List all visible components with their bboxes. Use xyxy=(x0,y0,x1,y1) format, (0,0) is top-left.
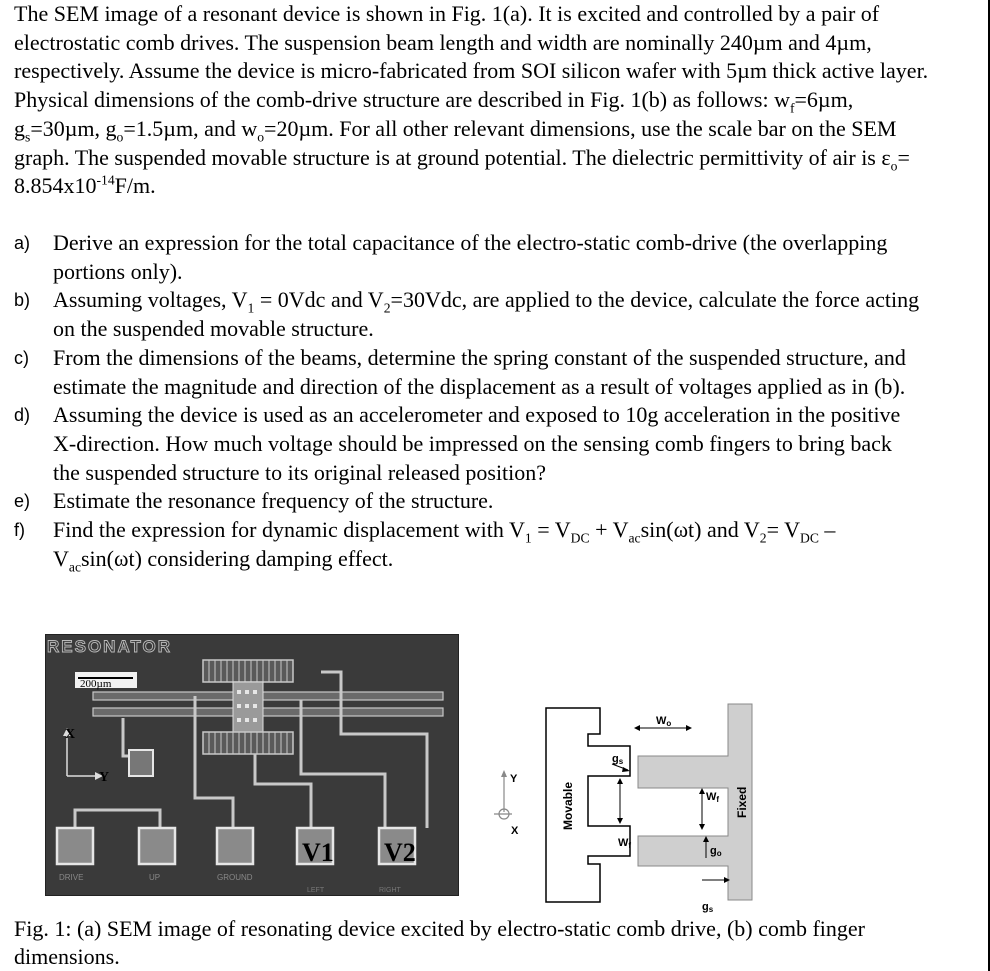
pad-label-left: LEFT xyxy=(307,887,325,894)
question-b: b) Assuming voltages, $V_1 = 0Vdc$ and $V_2=30Vdc$, are applied to the device, calculate the force acting on the suspended movable structure. xyxy=(14,287,920,342)
scale-bar-label: 200µm xyxy=(80,678,112,690)
dim-label-gs-top: gs xyxy=(612,753,624,766)
pad-label-drive: DRIVE xyxy=(59,873,84,882)
dim-wo: 20µm xyxy=(276,115,329,141)
problem-intro xyxy=(14,0,934,201)
sem-axis-x: X xyxy=(65,727,76,742)
dim-label-wo: Wo xyxy=(656,715,672,728)
question-a: a) Derive an expression for the total capacitance of the electro-static comb-drive (the overlapping portions only). xyxy=(14,230,888,284)
question-c: c) From the dimensions of the beams, determine the spring constant of the suspended structure, and estimate the magnitude and direction of the displacement as a result of voltages applied as in (b). xyxy=(14,344,906,399)
question-f: f) Find the expression for dynamic displacement with $V_1 = V_{DC} + V_{ac}\sin(\omega t)$ and $V_2= V_{DC} - V_{ac}\sin(\omega t)$ considering damping effect. xyxy=(14,517,836,575)
sem-image xyxy=(45,634,459,896)
dim-wf: 6µm xyxy=(806,87,848,113)
diagram-axis-y: Y xyxy=(510,773,518,785)
question-d: d) Assuming the device is used as an accelerometer and exposed to 10g acceleration in the positive X-direction. How much voltage should be impressed on the sensing comb fingers to bring back the suspended structure to its original released position? xyxy=(14,402,901,485)
fixed-label: Fixed xyxy=(735,786,749,818)
dim-label-go: go xyxy=(710,845,722,858)
question-list xyxy=(14,229,924,573)
label-v2: V2 xyxy=(384,838,416,867)
pad-label-up: UP xyxy=(149,873,161,882)
dim-gs: 30µm xyxy=(42,115,95,141)
movable-label: Movable xyxy=(561,781,575,830)
intro-paragraph: The SEM image of a resonant device is shown in Fig. 1(a). It is excited and controlled by a pair of electrostatic comb drives. The suspension beam length and width are nominally 240µm and 4µm, respectively. Assume the device is micro-fabricated from SOI silicon wafer with 5µm thick active layer. Physical dimensions of the comb-drive structure are described in Fig. 1(b) as follows: $w_f=6\mu m$, $g_s=30\mu m$, $g_o=1.5\mu m$, and $w_o=20\mu m$. For all other relevant dimensions, use the scale bar on the SEM graph. The suspended movable structure is at ground potential. The dielectric permittivity of air is $\varepsilon_o= 8.854x10^{-14}F/m$. xyxy=(14,1,929,199)
permittivity-value: 8.854x10 xyxy=(14,173,97,199)
dim-label-wf-left: Wf xyxy=(618,837,632,850)
dim-go: 1.5µm xyxy=(135,115,194,141)
sem-banner: RESONATOR xyxy=(47,637,173,656)
comb-diagram xyxy=(470,690,770,915)
sem-axis-y: Y xyxy=(99,770,110,785)
figure-caption: Fig. 1: (a) SEM image of resonating device excited by electro-static comb drive, (b) comb finger dimensions. xyxy=(14,916,865,969)
dim-label-gs-bottom: gs xyxy=(702,901,714,914)
dim-label-wf-right: Wf xyxy=(706,791,720,804)
pad-label-right: RIGHT xyxy=(379,887,401,894)
diagram-axis-x: X xyxy=(511,825,519,837)
question-e: e) Estimate the resonance frequency of the structure. xyxy=(14,488,494,514)
label-v1: V1 xyxy=(302,838,334,867)
pad-label-ground: GROUND xyxy=(217,873,253,882)
